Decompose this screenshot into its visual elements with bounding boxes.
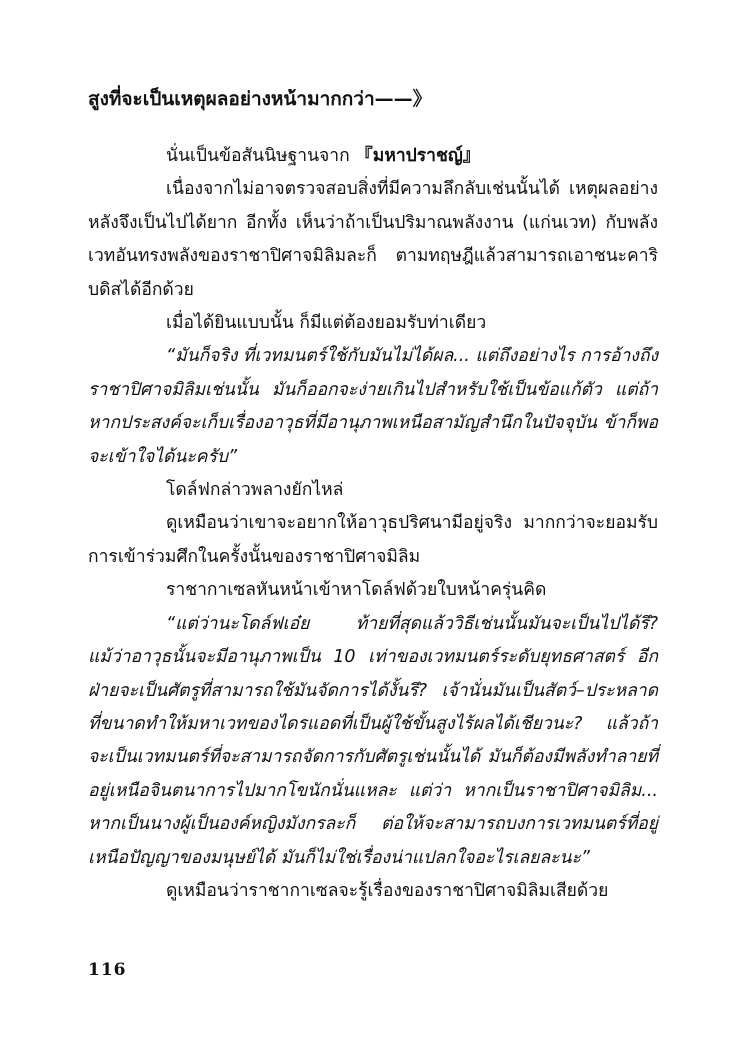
paragraph: โดล์ฟกล่าวพลางยักไหล่ [166, 480, 344, 501]
paragraph: ราชากาเซลหันหน้าเข้าหาโดล์ฟด้วยใบหน้าครุ่นคิด [166, 580, 547, 601]
page-number: 116 [88, 960, 127, 980]
continued-line: สูงที่จะเป็นเหตุผลอย่างหน้ามากกว่า——》 [88, 88, 432, 110]
paragraph: ดูเหมือนว่าเขาจะอยากให้อาวุธปริศนามีอยู่จริง มากกว่าจะยอมรับการเข้าร่วมศึกในครั้งนั้นของราชาปิศาจมิลิม [88, 513, 658, 567]
book-title-emphasis: 『มหาปราชญ์』 [355, 146, 481, 166]
paragraph: เนื่องจากไม่อาจตรวจสอบสิ่งที่มีความลึกลับเช่นนั้นได้ เหตุผลอย่างหลังจึงเป็นไปได้ยาก อีกทั้ง เห็นว่าถ้าเป็นปริมาณพลังงาน (แก่นเวท) กับพลังเวทอันทรงพลังของราชาปิศาจมิลิมละก็ ตามทฤษฎีแล้วสามารถเอาชนะคาริบดิสได้อีกด้วย [88, 179, 658, 300]
dialogue-paragraph: “แต่ว่านะโดล์ฟเอ๋ย ท้ายที่สุดแล้ววิธีเช่นนั้นมันจะเป็นไปได้รึ? แม้ว่าอาวุธนั้นจะมีอานุภาพเป็น 10 เท่าของเวทมนตร์ระดับยุทธศาสตร์ อีกฝ่ายจะเป็นศัตรูที่สามารถใช้มันจัดการได้งั้นรึ? เจ้านั่นมันเป็นสัตว์–ประหลาดที่ขนาดทำให้มหาเวทของไดรแอดที่เป็นผู้ใช้ขั้นสูงไร้ผลได้เชียวนะ? แล้วถ้าจะเป็นเวทมนตร์ที่จะสามารถจัดการกับศัตรูเช่นนั้นได้ มันก็ต้องมีพลังทำลายที่อยู่เหนือจินตนาการไปมากโขนักนั่นแหละ แต่ว่า หากเป็นราชาปิศาจมิลิม... หากเป็นนางผู้เป็นองค์หญิงมังกรละก็ ต่อให้จะสามารถบงการเวทมนตร์ที่อยู่เหนือปัญญาของมนุษย์ได้ มันก็ไม่ใช่เรื่องน่าแปลกใจอะไรเลยละนะ” [88, 613, 658, 868]
body-text [88, 140, 658, 908]
paragraph [88, 140, 658, 173]
paragraph: เมื่อได้ยินแบบนั้น ก็มีแต่ต้องยอมรับท่าเดียว [166, 313, 487, 334]
paragraph: ดูเหมือนว่าราชากาเซลจะรู้เรื่องของราชาปิศาจมิลิมเสียด้วย [166, 880, 609, 901]
paragraph-text: นั่นเป็นข้อสันนิษฐานจาก [166, 146, 356, 166]
dialogue-paragraph: “มันก็จริง ที่เวทมนตร์ใช้กับมันไม่ได้ผล... แต่ถึงอย่างไร การอ้างถึงราชาปิศาจมิลิมเช่นนั้น มันก็ออกจะง่ายเกินไปสำหรับใช้เป็นข้อแก้ตัว แต่ถ้าหากประสงค์จะเก็บเรื่องอาวุธที่มีอานุภาพเหนือสามัญสำนึกในปัจจุบัน ข้าก็พอจะเข้าใจได้นะครับ” [88, 346, 658, 467]
